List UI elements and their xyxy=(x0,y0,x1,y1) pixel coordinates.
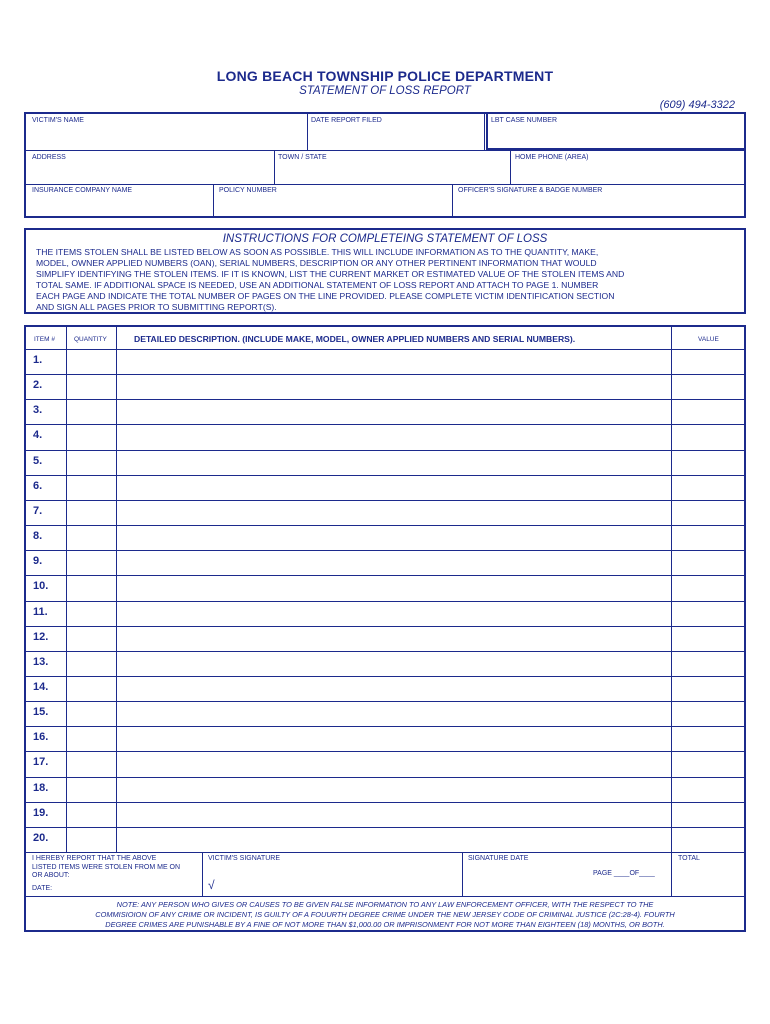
table-row xyxy=(26,525,744,550)
instructions-body xyxy=(36,247,734,313)
instructions-line: TOTAL SAME. IF ADDITIONAL SPACE IS NEEDED, USE AN ADDITIONAL STATEMENT OF LOSS REPORT AND ATTACH TO PAGE 1. NUMBER xyxy=(36,280,599,290)
item-number: 16. xyxy=(33,731,49,744)
quantity-cell[interactable] xyxy=(67,652,115,675)
value-cell[interactable] xyxy=(672,551,744,574)
address-label: ADDRESS xyxy=(32,154,66,161)
page-of-label[interactable]: PAGE ____OF____ xyxy=(593,870,655,877)
table-row xyxy=(26,349,744,374)
quantity-cell[interactable] xyxy=(67,551,115,574)
description-cell[interactable] xyxy=(117,551,670,574)
quantity-cell[interactable] xyxy=(67,476,115,499)
value-cell[interactable] xyxy=(672,400,744,423)
value-cell[interactable] xyxy=(672,803,744,826)
quantity-cell[interactable] xyxy=(67,375,115,398)
victims-signature-label: VICTIM'S SIGNATURE xyxy=(208,855,280,862)
table-row xyxy=(26,374,744,399)
table-row xyxy=(26,777,744,802)
victims-name-field[interactable] xyxy=(26,114,306,150)
item-number: 7. xyxy=(33,504,43,517)
table-row xyxy=(26,399,744,424)
report-statement-line: I HEREBY REPORT THAT THE ABOVE xyxy=(32,855,157,862)
item-number: 18. xyxy=(33,781,49,794)
description-cell[interactable] xyxy=(117,778,670,801)
item-number: 11. xyxy=(33,605,48,618)
value-cell[interactable] xyxy=(672,727,744,750)
quantity-cell[interactable] xyxy=(67,602,115,625)
table-row xyxy=(26,550,744,575)
lbt-case-number-field[interactable] xyxy=(486,114,746,150)
victims-signature-field[interactable] xyxy=(203,853,461,896)
legal-note-line: NOTE: ANY PERSON WHO GIVES OR CAUSES TO BE GIVEN FALSE INFORMATION TO ANY LAW ENFORCEMENT OFFICER, WITH THE RESPECT TO THE xyxy=(116,900,654,909)
insurance-company-field[interactable] xyxy=(26,185,212,218)
item-number: 4. xyxy=(33,429,43,442)
value-cell[interactable] xyxy=(672,350,744,373)
value-cell[interactable] xyxy=(672,778,744,801)
insurance-company-label: INSURANCE COMPANY NAME xyxy=(32,187,133,194)
date-label: DATE: xyxy=(32,885,53,892)
check-mark-icon: √ xyxy=(208,878,215,892)
quantity-cell[interactable] xyxy=(67,752,115,775)
value-cell[interactable] xyxy=(672,828,744,851)
table-row xyxy=(26,726,744,751)
instructions-section xyxy=(24,228,746,314)
item-number: 8. xyxy=(33,530,43,543)
table-row xyxy=(26,626,744,651)
quantity-cell[interactable] xyxy=(67,727,115,750)
quantity-cell[interactable] xyxy=(67,400,115,423)
quantity-cell[interactable] xyxy=(67,677,115,700)
description-cell[interactable] xyxy=(117,375,670,398)
date-field[interactable] xyxy=(56,883,196,893)
quantity-cell[interactable] xyxy=(67,576,115,599)
quantity-cell[interactable] xyxy=(67,828,115,851)
instructions-line: AND SIGN ALL PAGES PRIOR TO SUBMITTING REPORT(S). xyxy=(36,302,277,312)
report-statement-line: OR ABOUT: xyxy=(32,872,70,879)
description-cell[interactable] xyxy=(117,576,670,599)
item-number: 14. xyxy=(33,680,49,693)
description-cell[interactable] xyxy=(117,627,670,650)
description-cell[interactable] xyxy=(117,752,670,775)
instructions-line: THE ITEMS STOLEN SHALL BE LISTED BELOW AS SOON AS POSSIBLE. THIS WILL INCLUDE INFORMATION AS TO THE QUANTITY, MAKE, xyxy=(36,247,599,257)
value-cell[interactable] xyxy=(672,677,744,700)
description-cell[interactable] xyxy=(117,828,670,851)
value-cell[interactable] xyxy=(672,526,744,549)
item-number: 20. xyxy=(33,831,49,844)
description-cell[interactable] xyxy=(117,727,670,750)
item-number: 12. xyxy=(33,630,49,643)
item-number: 10. xyxy=(33,580,49,593)
home-phone-field[interactable] xyxy=(511,151,744,184)
quantity-cell[interactable] xyxy=(67,702,115,725)
value-cell[interactable] xyxy=(672,627,744,650)
table-row xyxy=(26,651,744,676)
legal-note-line: COMMISIOION OF ANY CRIME OR INCIDENT, IS GUILTY OF A FOUURTH DEGREE CRIME UNDER THE NEW JERSEY CODE OF CRIMINAL JUSTICE (2C:28-4). FOURTH xyxy=(95,910,675,919)
form-title: STATEMENT OF LOSS REPORT xyxy=(299,85,471,97)
value-cell[interactable] xyxy=(672,602,744,625)
item-number: 5. xyxy=(33,454,43,467)
description-cell[interactable] xyxy=(117,501,670,524)
date-report-filed-field[interactable] xyxy=(308,114,484,150)
instructions-title: INSTRUCTIONS FOR COMPLETEING STATEMENT OF LOSS xyxy=(222,233,548,245)
description-cell[interactable] xyxy=(117,476,670,499)
signature-date-label: SIGNATURE DATE xyxy=(468,855,529,862)
description-cell[interactable] xyxy=(117,702,670,725)
description-cell[interactable] xyxy=(117,425,670,448)
officer-signature-label: OFFICER'S SIGNATURE & BADGE NUMBER xyxy=(458,187,603,194)
table-row xyxy=(26,500,744,525)
quantity-cell[interactable] xyxy=(67,501,115,524)
quantity-cell[interactable] xyxy=(67,526,115,549)
value-header: VALUE xyxy=(698,336,719,343)
quantity-cell[interactable] xyxy=(67,350,115,373)
value-cell[interactable] xyxy=(672,702,744,725)
value-cell[interactable] xyxy=(672,451,744,474)
lbt-case-number-label: LBT CASE NUMBER xyxy=(491,117,557,124)
victim-info-section xyxy=(24,112,746,218)
item-number: 1. xyxy=(33,354,43,366)
table-row xyxy=(26,751,744,776)
value-cell[interactable] xyxy=(672,476,744,499)
value-cell[interactable] xyxy=(672,752,744,775)
officer-signature-field[interactable] xyxy=(453,185,744,218)
description-cell[interactable] xyxy=(117,652,670,675)
quantity-cell[interactable] xyxy=(67,425,115,448)
description-cell[interactable] xyxy=(117,677,670,700)
instructions-line: MODEL, OWNER APPLIED NUMBERS (OAN), SERIAL NUMBERS, DESCRIPTION OR ANY OTHER PERTINENT INFORMATION THAT WOULD xyxy=(36,258,597,268)
town-state-label: TOWN / STATE xyxy=(278,154,327,161)
value-cell[interactable] xyxy=(672,425,744,448)
item-number: 2. xyxy=(33,379,43,392)
value-cell[interactable] xyxy=(672,501,744,524)
policy-number-field[interactable] xyxy=(214,185,452,218)
description-cell[interactable] xyxy=(117,526,670,549)
quantity-cell[interactable] xyxy=(67,451,115,474)
total-label: TOTAL xyxy=(678,855,700,862)
description-cell[interactable] xyxy=(117,350,670,373)
table-row xyxy=(26,802,744,827)
table-row xyxy=(26,701,744,726)
item-number: 13. xyxy=(33,655,49,668)
description-cell[interactable] xyxy=(117,400,670,423)
quantity-cell[interactable] xyxy=(67,627,115,650)
table-row xyxy=(26,676,744,701)
item-number: 19. xyxy=(33,806,49,819)
policy-number-label: POLICY NUMBER xyxy=(219,187,277,194)
address-field[interactable] xyxy=(26,151,273,184)
value-cell[interactable] xyxy=(672,652,744,675)
instructions-line: SIMPLIFY IDENTIFYING THE STOLEN ITEMS. IF IT IS KNOWN, LIST THE CURRENT MARKET OR ESTIMATED VALUE OF THE STOLEN ITEMS AND xyxy=(36,269,625,279)
report-statement xyxy=(32,855,180,881)
legal-note-line: DEGREE CRIMES ARE PUNISHABLE BY A FINE OF NOT MORE THAN $1,000.00 OR IMPRISONMENT FOR NOT MORE THAN EIGHTEEN (18) MONTHS, OR BOTH. xyxy=(105,920,665,929)
value-cell[interactable] xyxy=(672,375,744,398)
report-statement-line: LISTED ITEMS WERE STOLEN FROM ME ON xyxy=(32,863,181,871)
home-phone-label: HOME PHONE (AREA) xyxy=(515,154,589,161)
description-cell[interactable] xyxy=(117,451,670,474)
instructions-line: EACH PAGE AND INDICATE THE TOTAL NUMBER OF PAGES ON THE LINE PROVIDED. PLEASE COMPLETE VICTIM IDENTIFICATION SECTION xyxy=(36,291,615,301)
table-row xyxy=(26,424,744,449)
legal-note xyxy=(26,897,744,930)
total-value-field[interactable] xyxy=(672,853,744,896)
item-number-header: ITEM # xyxy=(34,336,55,343)
item-number: 6. xyxy=(33,479,43,492)
table-row xyxy=(26,601,744,626)
department-title: LONG BEACH TOWNSHIP POLICE DEPARTMENT xyxy=(216,68,554,84)
quantity-cell[interactable] xyxy=(67,778,115,801)
phone-number: (609) 494-3322 xyxy=(659,99,735,111)
items-table xyxy=(24,325,746,932)
value-cell[interactable] xyxy=(672,576,744,599)
date-report-filed-label: DATE REPORT FILED xyxy=(311,117,382,124)
table-row xyxy=(26,575,744,600)
table-row xyxy=(26,450,744,475)
quantity-header: QUANTITY xyxy=(74,336,107,343)
table-row xyxy=(26,475,744,500)
item-number: 15. xyxy=(33,706,49,719)
description-header: DETAILED DESCRIPTION. (INCLUDE MAKE, MODEL, OWNER APPLIED NUMBERS AND SERIAL NUMBERS). xyxy=(134,334,576,344)
item-number: 3. xyxy=(33,404,43,417)
description-cell[interactable] xyxy=(117,803,670,826)
item-number: 17. xyxy=(33,756,49,769)
victims-name-label: VICTIM'S NAME xyxy=(32,117,84,124)
table-row xyxy=(26,827,744,852)
town-state-field[interactable] xyxy=(275,151,510,184)
description-cell[interactable] xyxy=(117,602,670,625)
quantity-cell[interactable] xyxy=(67,803,115,826)
item-number: 9. xyxy=(33,555,43,568)
